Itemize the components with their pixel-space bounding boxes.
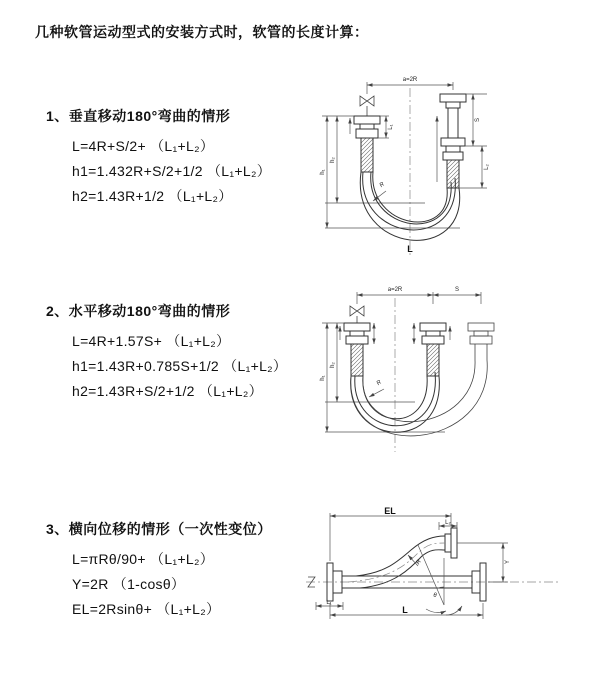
theta-angle-construction bbox=[418, 545, 462, 615]
section-vertical-180 bbox=[35, 106, 335, 209]
section-3-heading: 3、横向位移的情形（一次性变位） bbox=[46, 521, 272, 537]
dim-label-s: S bbox=[454, 287, 460, 293]
valve-icon bbox=[360, 96, 374, 116]
hose-braid bbox=[361, 138, 373, 172]
label-theta: θ bbox=[433, 593, 437, 599]
left-dimensions bbox=[320, 116, 460, 228]
l1-dimension bbox=[316, 600, 343, 610]
right-fitting bbox=[437, 94, 466, 188]
el-dimension bbox=[330, 506, 451, 561]
dim-label-y: Y bbox=[505, 559, 511, 565]
dim-label-h1: h₁ bbox=[320, 375, 326, 381]
dim-label-el: EL bbox=[384, 506, 396, 516]
u-bend-hose-moved bbox=[351, 360, 487, 436]
dim-label-l1: L₁ bbox=[326, 600, 332, 606]
formula-l: L=πRθ/90+ （L₁+L₂） bbox=[72, 551, 215, 567]
dim-label-l: L bbox=[402, 605, 408, 615]
page-title: 几种软管运动型式的安装方式时，软管的长度计算： bbox=[35, 24, 369, 40]
section-2-heading: 2、水平移动180°弯曲的情形 bbox=[46, 303, 231, 319]
formula-l: L=4R+S/2+ （L₁+L₂） bbox=[72, 138, 215, 154]
formula-el: EL=2Rsinθ+ （L₁+L₂） bbox=[72, 601, 221, 617]
label-r: R bbox=[415, 558, 423, 566]
s-curve-hose bbox=[348, 536, 445, 588]
left-fitting bbox=[350, 116, 380, 172]
top-dimension bbox=[357, 287, 481, 304]
formula-y: Y=2R （1-cosθ） bbox=[72, 576, 186, 592]
right-dimensions bbox=[459, 94, 490, 188]
section-lateral-displacement bbox=[35, 519, 335, 622]
diagram-horizontal-180-bend bbox=[310, 280, 600, 460]
section-horizontal-180 bbox=[35, 301, 335, 404]
hose-braid bbox=[351, 344, 363, 376]
radius-callout bbox=[369, 379, 384, 397]
right-fitting-moved-position bbox=[468, 323, 494, 360]
axis-centerline bbox=[306, 577, 560, 587]
l-dimension bbox=[330, 603, 483, 619]
hose-braid bbox=[427, 344, 439, 376]
dim-label-a2r: a=2R bbox=[402, 77, 418, 83]
dim-label-h1: h₁ bbox=[320, 169, 326, 175]
formula-h1: h1=1.432R+S/2+1/2 （L₁+L₂） bbox=[72, 163, 272, 179]
dim-label-a2r: a=2R bbox=[387, 287, 403, 293]
upper-flange-displaced bbox=[445, 528, 508, 558]
label-l: L bbox=[407, 244, 413, 254]
dim-label-l1: L₁ bbox=[388, 124, 394, 130]
valve-icon bbox=[350, 306, 364, 323]
formula-h2: h2=1.43R+1/2 （L₁+L₂） bbox=[72, 188, 233, 204]
formula-h2: h2=1.43R+S/2+1/2 （L₁+L₂） bbox=[72, 383, 263, 399]
dim-label-l2: L₂ bbox=[445, 520, 451, 526]
formula-h1: h1=1.43R+0.785S+1/2 （L₁+L₂） bbox=[72, 358, 288, 374]
u-bend-hose bbox=[360, 172, 459, 240]
middle-fitting bbox=[414, 323, 450, 376]
dim-label-h2: h₂ bbox=[330, 362, 336, 368]
diagram-lateral-displacement bbox=[298, 503, 598, 643]
label-r: R bbox=[378, 181, 386, 189]
label-r: R bbox=[375, 379, 383, 387]
formula-l: L=4R+1.57S+ （L₁+L₂） bbox=[72, 333, 231, 349]
diagram-vertical-180-bend bbox=[310, 70, 600, 260]
y-dimension bbox=[488, 543, 511, 582]
dim-label-h2: h₂ bbox=[330, 157, 336, 163]
dim-label-s: S bbox=[475, 117, 481, 123]
left-fitting bbox=[340, 323, 374, 376]
hose-braid bbox=[447, 160, 459, 188]
section-1-heading: 1、垂直移动180°弯曲的情形 bbox=[46, 108, 231, 124]
dim-label-l2: L₂ bbox=[484, 164, 490, 170]
